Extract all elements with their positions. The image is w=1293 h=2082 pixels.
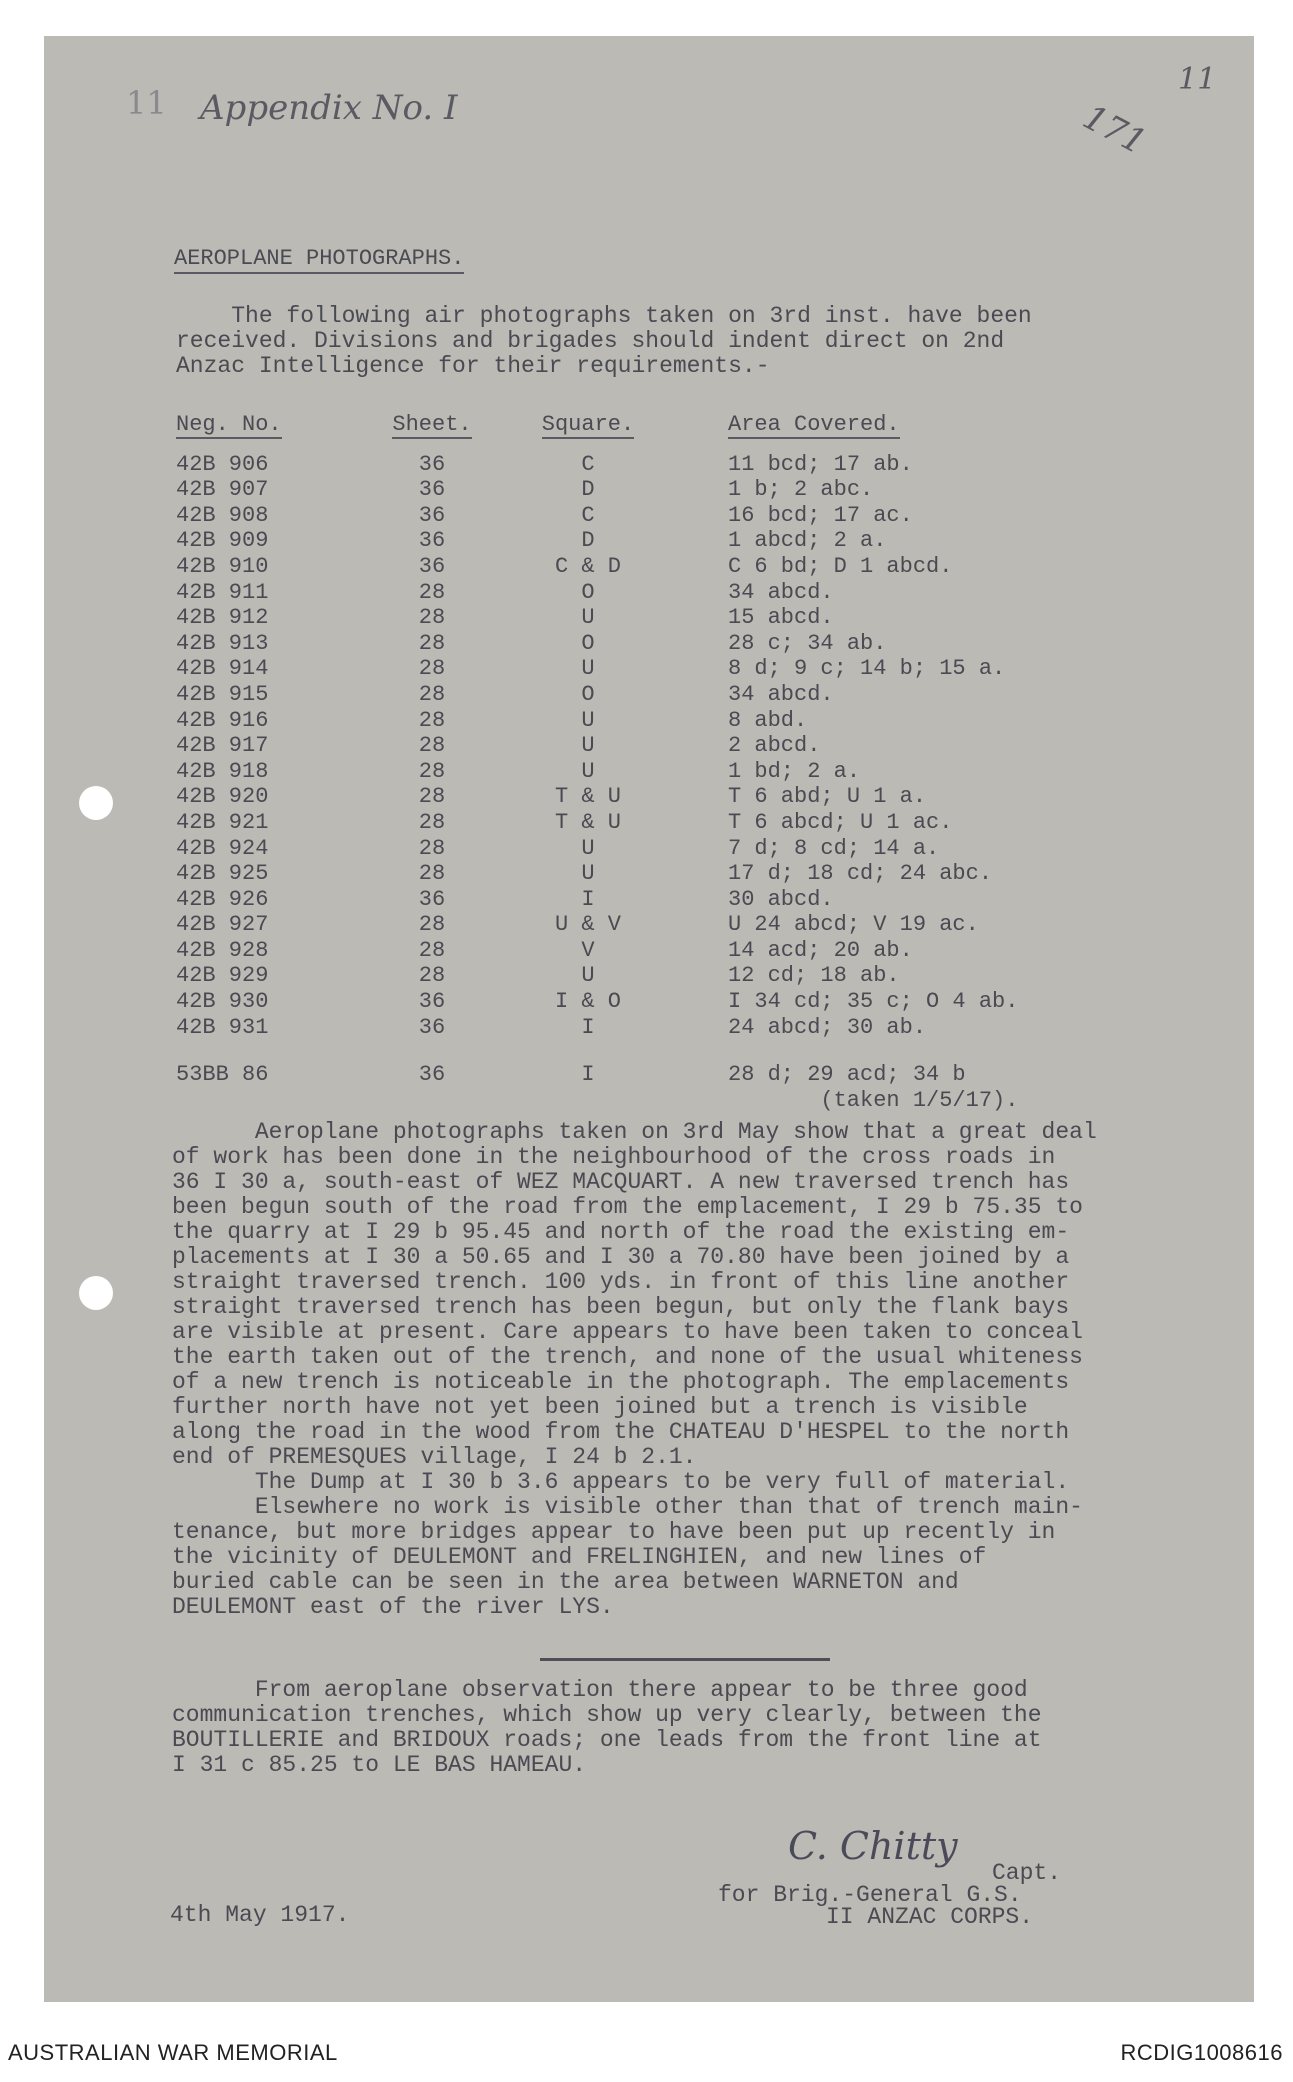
- sheet-cell: 28: [418, 784, 446, 810]
- area-cell: 8 abd.: [728, 707, 808, 733]
- neg-no-cell: 42B 927: [176, 912, 269, 938]
- neg-no-cell: 42B 915: [176, 681, 269, 707]
- area-cell: 2 abcd.: [728, 733, 821, 759]
- area-cell: 34 abcd.: [728, 579, 834, 605]
- sheet-cell: 28: [418, 861, 446, 887]
- body-line: tenance, but more bridges appear to have been put up recently in: [172, 1519, 1056, 1545]
- area-cell: 24 abcd; 30 ab.: [728, 1014, 927, 1040]
- sheet-cell: 28: [418, 733, 446, 759]
- table-row: [176, 912, 1018, 938]
- neg-no-cell: 53BB 86: [176, 1062, 269, 1088]
- table-row: [176, 759, 1018, 785]
- sheet-cell: 36: [418, 451, 446, 477]
- body-line: the earth taken out of the trench, and none of the usual whiteness: [172, 1344, 1083, 1370]
- sheet-cell: 28: [418, 656, 446, 682]
- observation-line: BOUTILLERIE and BRIDOUX roads; one leads from the front line at: [172, 1727, 1042, 1753]
- body-line: Elsewhere no work is visible other than that of trench main-: [172, 1494, 1083, 1520]
- square-cell: D: [581, 528, 595, 554]
- body-line: the quarry at I 29 b 95.45 and north of the road the existing em-: [172, 1219, 1070, 1245]
- table-row: [176, 963, 1018, 989]
- neg-no-cell: 42B 929: [176, 963, 269, 989]
- body-line: end of PREMESQUES village, I 24 b 2.1.: [172, 1444, 697, 1470]
- neg-no-cell: 42B 912: [176, 605, 269, 631]
- table-row: [176, 452, 1018, 478]
- punch-hole-bottom: [79, 1276, 113, 1310]
- table-row: [176, 861, 1018, 887]
- area-cell: C 6 bd; D 1 abcd.: [728, 553, 953, 579]
- section-divider: [540, 1658, 830, 1661]
- area-cell: 28 d; 29 acd; 34 b: [728, 1062, 966, 1088]
- body-paragraph: [172, 1120, 1097, 1620]
- signature-corps: II ANZAC CORPS.: [826, 1904, 1034, 1930]
- body-line: are visible at present. Care appears to have been taken to conceal: [172, 1319, 1083, 1345]
- table-row: [176, 682, 1018, 708]
- header-sheet: Sheet.: [392, 412, 472, 437]
- table-row: [176, 477, 1018, 503]
- sheet-cell: 28: [418, 937, 446, 963]
- signature-for-line: for Brig.-General G.S.: [718, 1882, 1022, 1908]
- sheet-cell: 28: [418, 912, 446, 938]
- observation-line: From aeroplane observation there appear to be three good: [172, 1677, 1028, 1703]
- table-row: [176, 887, 1018, 913]
- sheet-cell: 28: [418, 963, 446, 989]
- square-cell: U: [581, 733, 595, 759]
- neg-no-cell: 42B 910: [176, 553, 269, 579]
- sheet-cell: 36: [418, 553, 446, 579]
- table-row: [176, 580, 1018, 606]
- area-cell: 1 abcd; 2 a.: [728, 528, 887, 554]
- area-cell: U 24 abcd; V 19 ac.: [728, 912, 979, 938]
- observation-line: communication trenches, which show up very clearly, between the: [172, 1702, 1042, 1728]
- sheet-cell: 28: [418, 605, 446, 631]
- punch-hole-top: [79, 786, 113, 820]
- neg-no-cell: 42B 906: [176, 451, 269, 477]
- area-cell: I 34 cd; 35 c; O 4 ab.: [728, 989, 1019, 1015]
- taken-note: (taken 1/5/17).: [820, 1087, 1019, 1113]
- body-line: 36 I 30 a, south-east of WEZ MACQUART. A new traversed trench has: [172, 1169, 1070, 1195]
- table-row: [176, 554, 1018, 580]
- sheet-cell: 28: [418, 681, 446, 707]
- square-cell: U: [581, 835, 595, 861]
- square-cell: C: [581, 502, 595, 528]
- body-line: the vicinity of DEULEMONT and FRELINGHIEN, and new lines of: [172, 1544, 987, 1570]
- photographs-table: [176, 412, 1018, 1113]
- neg-no-cell: 42B 914: [176, 656, 269, 682]
- neg-no-cell: 42B 920: [176, 784, 269, 810]
- observation-paragraph: [172, 1678, 1042, 1778]
- table-row: [176, 810, 1018, 836]
- square-cell: I: [581, 1062, 595, 1088]
- table-row: [176, 528, 1018, 554]
- neg-no-cell: 42B 918: [176, 758, 269, 784]
- square-cell: U: [581, 656, 595, 682]
- square-cell: V: [581, 937, 595, 963]
- square-cell: O: [581, 681, 595, 707]
- sheet-cell: 36: [418, 502, 446, 528]
- body-line: been begun south of the road from the emplacement, I 29 b 75.35 to: [172, 1194, 1083, 1220]
- square-cell: O: [581, 579, 595, 605]
- neg-no-cell: 42B 931: [176, 1014, 269, 1040]
- area-cell: 11 bcd; 17 ab.: [728, 451, 913, 477]
- sheet-cell: 36: [418, 528, 446, 554]
- neg-no-cell: 42B 907: [176, 477, 269, 503]
- header-square: Square.: [541, 412, 635, 437]
- table-row: [176, 656, 1018, 682]
- table-row: [176, 605, 1018, 631]
- square-cell: C & D: [554, 553, 621, 579]
- square-cell: O: [581, 630, 595, 656]
- sheet-cell: 28: [418, 707, 446, 733]
- body-line: straight traversed trench has been begun, but only the flank bays: [172, 1294, 1070, 1320]
- body-line: along the road in the wood from the CHATEAU D'HESPEL to the north: [172, 1419, 1070, 1445]
- square-cell: U: [581, 707, 595, 733]
- sheet-cell: 28: [418, 579, 446, 605]
- table-row: [176, 938, 1018, 964]
- body-line: straight traversed trench. 100 yds. in front of this line another: [172, 1269, 1070, 1295]
- sheet-cell: 28: [418, 809, 446, 835]
- square-cell: T & U: [554, 784, 621, 810]
- table-row: [176, 784, 1018, 810]
- area-cell: 14 acd; 20 ab.: [728, 937, 913, 963]
- area-cell: T 6 abcd; U 1 ac.: [728, 809, 953, 835]
- square-cell: T & U: [554, 809, 621, 835]
- sheet-cell: 36: [418, 1062, 446, 1088]
- document-title: AEROPLANE PHOTOGRAPHS.: [174, 246, 464, 274]
- header-neg-no: Neg. No.: [176, 412, 282, 437]
- table-row: [176, 733, 1018, 759]
- body-line: placements at I 30 a 50.65 and I 30 a 70.80 have been joined by a: [172, 1244, 1070, 1270]
- neg-no-cell: 42B 908: [176, 502, 269, 528]
- table-row: [176, 708, 1018, 734]
- sheet-cell: 28: [418, 835, 446, 861]
- area-cell: T 6 abd; U 1 a.: [728, 784, 927, 810]
- document-date: 4th May 1917.: [170, 1902, 350, 1928]
- area-cell: 8 d; 9 c; 14 b; 15 a.: [728, 656, 1006, 682]
- sheet-cell: 28: [418, 630, 446, 656]
- square-cell: C: [581, 451, 595, 477]
- corner-mark: 11: [1178, 62, 1217, 97]
- signature-rank: Capt.: [992, 1860, 1062, 1886]
- area-cell: 1 bd; 2 a.: [728, 758, 861, 784]
- square-cell: U: [581, 605, 595, 631]
- table-note-row: [176, 1088, 1018, 1114]
- area-cell: 7 d; 8 cd; 14 a.: [728, 835, 940, 861]
- footer-institution: AUSTRALIAN WAR MEMORIAL: [8, 2040, 338, 2065]
- body-line: Aeroplane photographs taken on 3rd May show that a great deal: [172, 1119, 1097, 1145]
- neg-no-cell: 42B 916: [176, 707, 269, 733]
- square-cell: U: [581, 861, 595, 887]
- sheet-cell: 36: [418, 989, 446, 1015]
- area-cell: 17 d; 18 cd; 24 abc.: [728, 861, 993, 887]
- neg-no-cell: 42B 909: [176, 528, 269, 554]
- area-cell: 30 abcd.: [728, 886, 834, 912]
- square-cell: I: [581, 1014, 595, 1040]
- body-line: The Dump at I 30 b 3.6 appears to be very full of material.: [172, 1469, 1070, 1495]
- neg-no-cell: 42B 911: [176, 579, 269, 605]
- neg-no-cell: 42B 926: [176, 886, 269, 912]
- table-header-row: [176, 412, 1018, 438]
- intro-paragraph: [176, 304, 1032, 379]
- area-cell: 1 b; 2 abc.: [728, 477, 874, 503]
- appendix-label: Appendix No. I: [200, 88, 458, 128]
- body-line: of a new trench is noticeable in the photograph. The emplacements: [172, 1369, 1070, 1395]
- square-cell: I: [581, 886, 595, 912]
- body-line: buried cable can be seen in the area between WARNETON and: [172, 1569, 959, 1595]
- neg-no-cell: 42B 930: [176, 989, 269, 1015]
- area-cell: 15 abcd.: [728, 605, 834, 631]
- neg-no-cell: 42B 924: [176, 835, 269, 861]
- signature: C. Chitty: [788, 1824, 958, 1868]
- page-number-left: 11: [126, 84, 167, 122]
- square-cell: I & O: [554, 989, 621, 1015]
- sheet-cell: 36: [418, 886, 446, 912]
- intro-line: received. Divisions and brigades should indent direct on 2nd: [176, 328, 1005, 354]
- folio-number: 171: [1076, 97, 1153, 163]
- intro-line: Anzac Intelligence for their requirements.-: [176, 353, 770, 379]
- area-cell: 12 cd; 18 ab.: [728, 963, 900, 989]
- sheet-cell: 36: [418, 477, 446, 503]
- neg-no-cell: 42B 913: [176, 630, 269, 656]
- header-area-covered: Area Covered.: [728, 412, 900, 437]
- intro-line: The following air photographs taken on 3rd inst. have been: [176, 303, 1032, 329]
- neg-no-cell: 42B 917: [176, 733, 269, 759]
- observation-line: I 31 c 85.25 to LE BAS HAMEAU.: [172, 1752, 587, 1778]
- area-cell: 16 bcd; 17 ac.: [728, 502, 913, 528]
- table-row: [176, 631, 1018, 657]
- square-cell: U & V: [554, 912, 621, 938]
- square-cell: U: [581, 758, 595, 784]
- neg-no-cell: 42B 925: [176, 861, 269, 887]
- table-row: [176, 836, 1018, 862]
- area-cell: 28 c; 34 ab.: [728, 630, 887, 656]
- body-line: further north have not yet been joined but a trench is visible: [172, 1394, 1028, 1420]
- table-row: [176, 503, 1018, 529]
- neg-no-cell: 42B 921: [176, 809, 269, 835]
- neg-no-cell: 42B 928: [176, 937, 269, 963]
- sheet-cell: 28: [418, 758, 446, 784]
- table-row-53bb86: [176, 1062, 1018, 1088]
- table-row: [176, 989, 1018, 1015]
- square-cell: D: [581, 477, 595, 503]
- body-line: of work has been done in the neighbourhood of the cross roads in: [172, 1144, 1056, 1170]
- square-cell: U: [581, 963, 595, 989]
- table-row: [176, 1015, 1018, 1041]
- footer-identifier: RCDIG1008616: [1120, 2040, 1283, 2065]
- body-line: DEULEMONT east of the river LYS.: [172, 1594, 614, 1620]
- area-cell: 34 abcd.: [728, 681, 834, 707]
- sheet-cell: 36: [418, 1014, 446, 1040]
